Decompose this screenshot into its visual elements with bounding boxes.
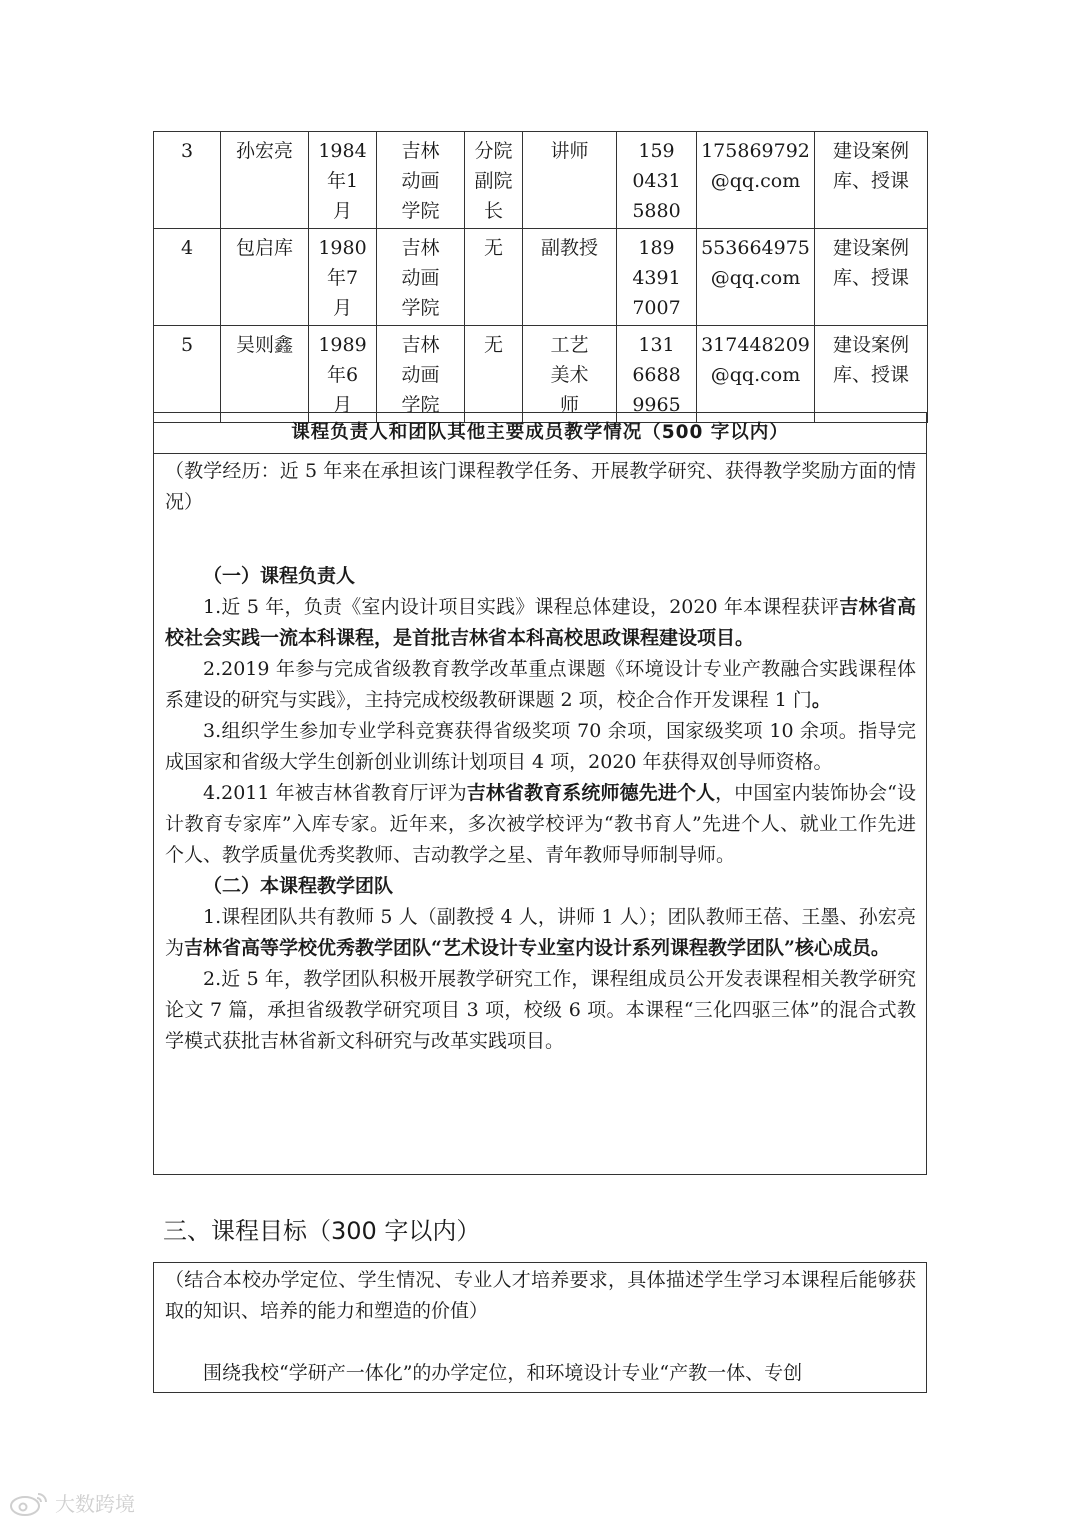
member-post-cell: 无	[465, 326, 523, 423]
member-email-cell: 317448209 @qq.com	[697, 326, 815, 423]
team-heading: （二）本课程教学团队	[203, 875, 394, 897]
weibo-logo-icon	[8, 1489, 50, 1517]
member-no-cell: 5	[154, 326, 221, 423]
member-row	[154, 229, 928, 326]
team-member-table	[153, 131, 928, 423]
member-no-cell: 4	[154, 229, 221, 326]
member-title-cell: 工艺 美术 师	[523, 326, 617, 423]
leader-item-1: 1.近 5 年，负责《室内设计项目实践》课程总体建设，2020 年本课程获评吉林省高校社会实践一流本科课程，是首批吉林省本科高校思政课程建设项目。	[165, 596, 916, 649]
section-3-title: 三、课程目标（300 字以内）	[163, 1217, 481, 1245]
member-phone-cell: 159 0431 5880	[617, 132, 697, 229]
member-row	[154, 132, 928, 229]
member-post-cell: 无	[465, 229, 523, 326]
member-duty-cell: 建设案例 库、授课	[815, 132, 928, 229]
watermark	[8, 1488, 135, 1517]
leader-heading: （一）课程负责人	[203, 565, 356, 587]
course-goal-section	[153, 1262, 927, 1393]
team-item-2: 2.近 5 年，教学团队积极开展教学研究工作，课程组成员公开发表课程相关教学研究论文 7 篇，承担省级教学研究项目 3 项，校级 6 项。本课程“三化四驱三体”的混合式教学模式获批吉林省新文科研究与改革实践项目。	[165, 968, 916, 1052]
member-name-cell: 孙宏亮	[221, 132, 309, 229]
member-title-cell: 讲师	[523, 132, 617, 229]
member-birth-cell: 1980 年7 月	[309, 229, 377, 326]
teaching-heading: 课程负责人和团队其他主要成员教学情况（500 字以内）	[154, 413, 926, 454]
member-duty-cell: 建设案例 库、授课	[815, 229, 928, 326]
member-unit-cell: 吉林 动画 学院	[377, 326, 465, 423]
goal-body: 围绕我校“学研产一体化”的办学定位，和环境设计专业“产教一体、专创	[203, 1362, 803, 1384]
member-phone-cell: 189 4391 7007	[617, 229, 697, 326]
member-phone-cell: 131 6688 9965	[617, 326, 697, 423]
teaching-section	[153, 412, 927, 1175]
member-name-cell: 吴则鑫	[221, 326, 309, 423]
member-birth-cell: 1984 年1 月	[309, 132, 377, 229]
member-post-cell: 分院 副院 长	[465, 132, 523, 229]
leader-item-2: 2.2019 年参与完成省级教育教学改革重点课题《环境设计专业产教融合实践课程体系建设的研究与实践》，主持完成校级教研课题 2 项，校企合作开发课程 1 门。	[165, 658, 916, 711]
member-unit-cell: 吉林 动画 学院	[377, 229, 465, 326]
leader-item-4: 4.2011 年被吉林省教育厅评为吉林省教育系统师德先进个人，中国室内装饰协会“设计教育专家库”入库专家。近年来，多次被学校评为“教书育人”先进个人、就业工作先进个人、教学质量优秀奖教师、吉动教学之星、青年教师导师制导师。	[165, 782, 916, 866]
member-row	[154, 326, 928, 423]
member-email-cell: 553664975 @qq.com	[697, 229, 815, 326]
leader-item-3: 3.组织学生参加专业学科竞赛获得省级奖项 70 余项，国家级奖项 10 余项。指导完成国家和省级大学生创新创业训练计划项目 4 项，2020 年获得双创导师资格。	[165, 720, 916, 773]
member-title-cell: 副教授	[523, 229, 617, 326]
member-unit-cell: 吉林 动画 学院	[377, 132, 465, 229]
goal-note: （结合本校办学定位、学生情况、专业人才培养要求，具体描述学生学习本课程后能够获取的知识、培养的能力和塑造的价值）	[165, 1269, 916, 1322]
member-duty-cell: 建设案例 库、授课	[815, 326, 928, 423]
teaching-note: （教学经历：近 5 年来在承担该门课程教学任务、开展教学研究、获得教学奖励方面的情况）	[165, 460, 916, 513]
member-no-cell: 3	[154, 132, 221, 229]
watermark-text: 大数跨境	[55, 1492, 135, 1516]
member-name-cell: 包启库	[221, 229, 309, 326]
team-item-1: 1.课程团队共有教师 5 人（副教授 4 人，讲师 1 人）；团队教师王蓓、王墨、孙宏亮为吉林省高等学校优秀教学团队“艺术设计专业室内设计系列课程教学团队”核心成员。	[165, 906, 916, 959]
member-email-cell: 175869792 @qq.com	[697, 132, 815, 229]
member-birth-cell: 1989 年6 月	[309, 326, 377, 423]
